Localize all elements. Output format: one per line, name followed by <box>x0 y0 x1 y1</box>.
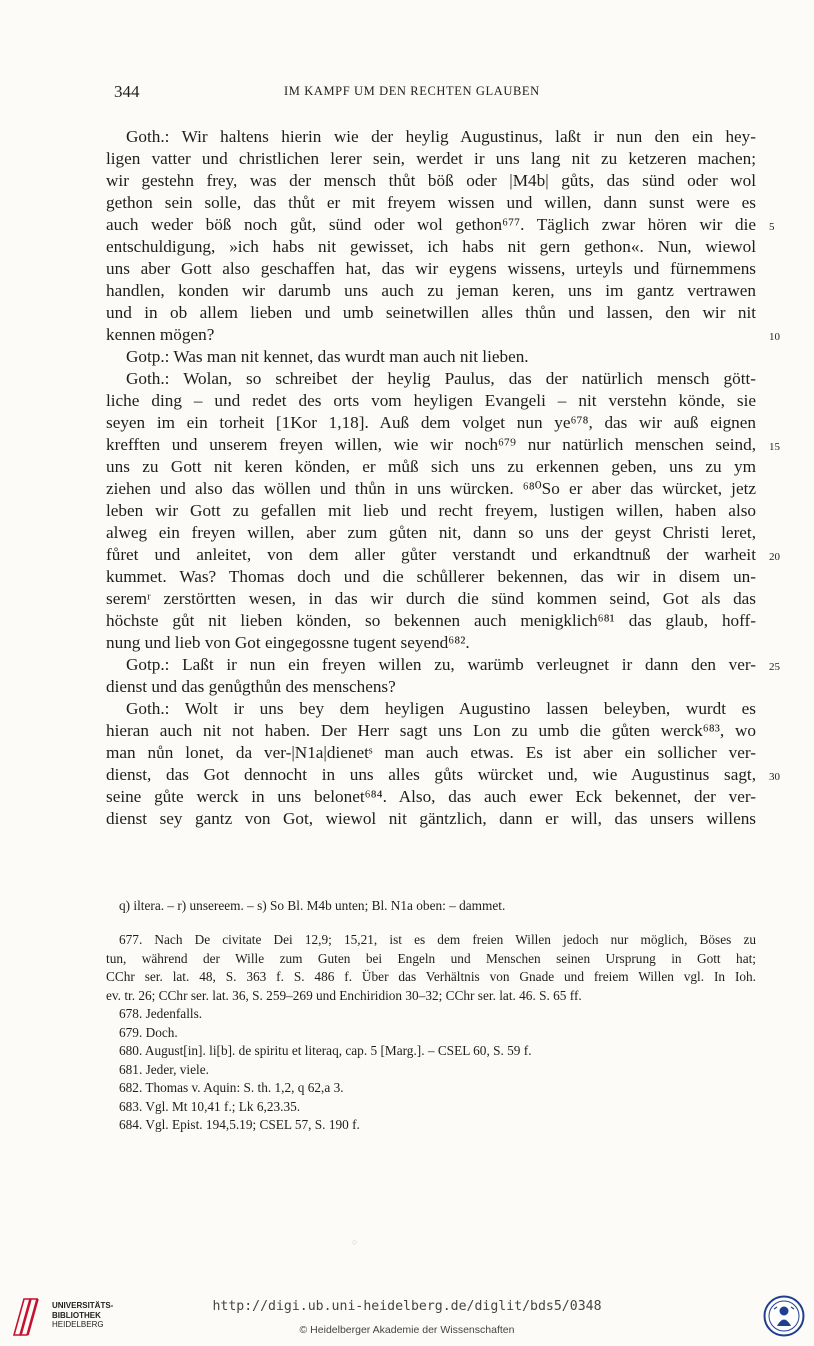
page-header <box>114 82 724 106</box>
text-line <box>106 258 756 280</box>
text-line <box>106 808 756 830</box>
page-number: 344 <box>114 82 140 101</box>
text-line-content: entschuldigung, »ich habs nit gewisset, ich habs nit gern gethon«. Nun, wiewol <box>106 237 756 256</box>
text-line-content: nung und lieb von Got eingegossne tugent seyend⁶⁸². <box>106 633 470 652</box>
text-line <box>106 742 756 764</box>
footnote-line: 677. Nach De civitate Dei 12,9; 15,21, ist es dem freien Willen jedoch nur möglich, Böses zu <box>119 932 756 947</box>
line-number: 25 <box>769 661 780 673</box>
line-number: 10 <box>769 331 780 343</box>
footnote-line: 679. Doch. <box>119 1024 178 1040</box>
faint-page-mark: ○ <box>352 1237 358 1247</box>
line-number: 5 <box>769 221 775 233</box>
text-line-content: ligen vatter und christlichen lerer sein, werdet ir uns lang nit zu ketzeren machen; <box>106 149 756 168</box>
text-line-content: und in ob allem lieben und umb seinetwillen alles thůn und lassen, den wir nit <box>106 303 756 322</box>
text-line <box>106 632 756 654</box>
text-line-content: handlen, konden wir darumb uns auch zu jeman keren, uns im gantz vertrawen <box>106 281 756 300</box>
line-number: 20 <box>769 551 780 563</box>
text-line <box>106 280 756 302</box>
footnote-line: 684. Vgl. Epist. 194,5.19; CSEL 57, S. 190 f. <box>119 1117 360 1132</box>
text-line <box>106 698 756 720</box>
text-line-content: Gotp.: Was man nit kennet, das wurdt man auch nit lieben. <box>126 347 529 366</box>
text-line-content: uns zu Gott nit keren könden, er můß sich uns zu erkennen geben, uns zu ym <box>106 457 756 476</box>
page-footer <box>0 1285 814 1346</box>
text-line <box>106 566 756 588</box>
text-line <box>106 148 756 170</box>
text-line-content: seremʳ zerstörtten wesen, in das wir durch die sünd kommen seind, Got als das <box>106 589 756 608</box>
copyright-notice: © Heidelberger Akademie der Wissenschaften <box>299 1324 515 1336</box>
text-line-content: seine gůte werck in uns belonet⁶⁸⁴. Also, das auch ewer Eck bekennet, der ver- <box>106 787 756 806</box>
text-line-content: seyen im ein torheit [1Kor 1,18]. Auß dem volget nun ye⁶⁷⁸, das wir auß eignen <box>106 413 756 432</box>
text-line-content: dienst, das Got dennocht in uns alles gůts würcket und, wie Augustinus sagt, <box>106 765 756 784</box>
footnote-line: 680. August[in]. li[b]. de spiritu et literaq, cap. 5 [Marg.]. – CSEL 60, S. 59 f. <box>119 1043 532 1058</box>
text-line-content: fůret und anleitet, von dem aller gůter verstandt und erkandtnuß der warheit <box>106 545 756 564</box>
line-number: 15 <box>769 441 780 453</box>
text-line <box>106 170 756 192</box>
text-line <box>106 544 780 566</box>
text-line <box>106 214 775 236</box>
academy-seal-icon[interactable] <box>763 1295 805 1337</box>
running-head: IM KAMPF UM DEN RECHTEN GLAUBEN <box>284 84 540 98</box>
text-line-content: dienst sey gantz von Got, wiewol nit gäntzlich, dann er will, das unsers willens <box>106 809 756 828</box>
text-line <box>106 346 756 368</box>
text-line-content: Goth.: Wir haltens hierin wie der heylig Augustinus, laßt ir nun den ein hey- <box>126 127 756 146</box>
text-line <box>106 478 756 500</box>
text-line <box>106 192 756 214</box>
text-line <box>106 720 756 742</box>
text-line <box>106 610 756 632</box>
footnote-line: 678. Jedenfalls. <box>119 1006 203 1021</box>
text-line <box>106 434 780 456</box>
text-line-content: leben wir Gott zu gefallen mit lieb und recht freyem, lustigen willen, haben also <box>106 501 756 520</box>
text-line <box>106 390 756 412</box>
text-line-content: wir gestehn frey, was der mensch thůt böß oder |M4b| gůts, das sünd oder wol <box>106 171 756 190</box>
text-line-content: kummet. Was? Thomas doch und die schůllerer bekennen, das wir in disem un- <box>106 567 756 586</box>
text-line <box>106 236 756 258</box>
text-line <box>106 654 780 676</box>
line-number: 30 <box>769 771 780 783</box>
text-line-content: Gotp.: Laßt ir nun ein freyen willen zu, warümb verleugnet ir dann den ver- <box>126 655 756 674</box>
text-line <box>106 126 756 148</box>
library-name: UNIVERSITÄTS- BIBLIOTHEK HEIDELBERG <box>52 1301 114 1329</box>
footnotes <box>106 931 756 1135</box>
footnote-line: 681. Jeder, viele. <box>119 1061 209 1077</box>
text-line <box>106 676 756 698</box>
permalink-url[interactable]: http://digi.ub.uni-heidelberg.de/diglit/bds5/0348 <box>212 1299 602 1314</box>
footnote-line: tun, während der Wille zum Guten bei Engeln und Menschen seinen Ursprung in Gott hat; <box>106 950 756 966</box>
text-line-content: auch weder böß noch gůt, sünd oder wol gethon⁶⁷⁷. Täglich zwar hören wir die <box>106 215 756 234</box>
text-line <box>106 522 756 544</box>
text-line <box>106 368 756 390</box>
footnote-line: ev. tr. 26; CChr ser. lat. 36, S. 259–269 und Enchiridion 30–32; CChr ser. lat. 46. S. 65 ff. <box>106 987 582 1003</box>
text-line <box>106 324 780 346</box>
text-line-content: Goth.: Wolt ir uns bey dem heyligen Augustino lassen beleyben, wurdt es <box>126 699 756 718</box>
footnote-line: CChr ser. lat. 48, S. 363 f. S. 486 f. Über das Verhältnis von Gnade und freiem Willen vgl. In Ioh. <box>106 969 756 984</box>
body-text <box>106 126 780 830</box>
text-line-content: dienst und das genůgthůn des menschens? <box>106 677 396 696</box>
text-line-content: liche ding – und redet des orts vom heyligen Evangeli – nit verstehn könde, sie <box>106 391 756 410</box>
text-line-content: kennen mögen? <box>106 325 215 344</box>
footnote-line: 683. Vgl. Mt 10,41 f.; Lk 6,23.35. <box>119 1098 301 1114</box>
text-line-content: man nůn lonet, da ver-|N1a|dienetˢ man auch etwas. Es ist aber ein sollicher ver- <box>106 743 756 762</box>
text-line-content: Goth.: Wolan, so schreibet der heylig Paulus, das der natürlich mensch gött- <box>126 369 756 388</box>
text-line-content: gethon sein solle, das thůt er mit freyem wissen und willen, dann sunst were es <box>106 193 756 212</box>
text-line <box>106 786 756 808</box>
footnote-line: 682. Thomas v. Aquin: S. th. 1,2, q 62,a 3. <box>119 1080 344 1095</box>
critical-apparatus: q) iltera. – r) unsereem. – s) So Bl. M4b unten; Bl. N1a oben: – dammet. <box>119 898 506 913</box>
text-line <box>106 764 780 786</box>
text-line-content: hieran auch nit not haben. Der Herr sagt uns Lon zu umb die gůten werck⁶⁸³, wo <box>106 721 756 740</box>
text-line-content: uns aber Gott also geschaffen hat, das wir eygens wissens, urteyls und fürnemmens <box>106 259 756 278</box>
text-line-content: krefften und unserem freyen willen, wie wir noch⁶⁷⁹ nur natürlich menschen seind, <box>106 435 756 454</box>
text-line-content: alweg ein freyen willen, aber zum gůten nit, dann so uns der geyst Christi leret, <box>106 523 756 542</box>
text-line-content: ziehen und also das wöllen und thůn in uns würcken. ⁶⁸⁰So er aber das würcket, jetz <box>106 479 756 498</box>
text-line <box>106 500 756 522</box>
text-line-content: höchste gůt nit lieben könden, so bekennen auch menigklich⁶⁸¹ das glaub, hoff- <box>106 611 756 630</box>
text-line <box>106 456 756 478</box>
text-line <box>106 588 756 610</box>
text-line <box>106 302 756 324</box>
text-line <box>106 412 756 434</box>
